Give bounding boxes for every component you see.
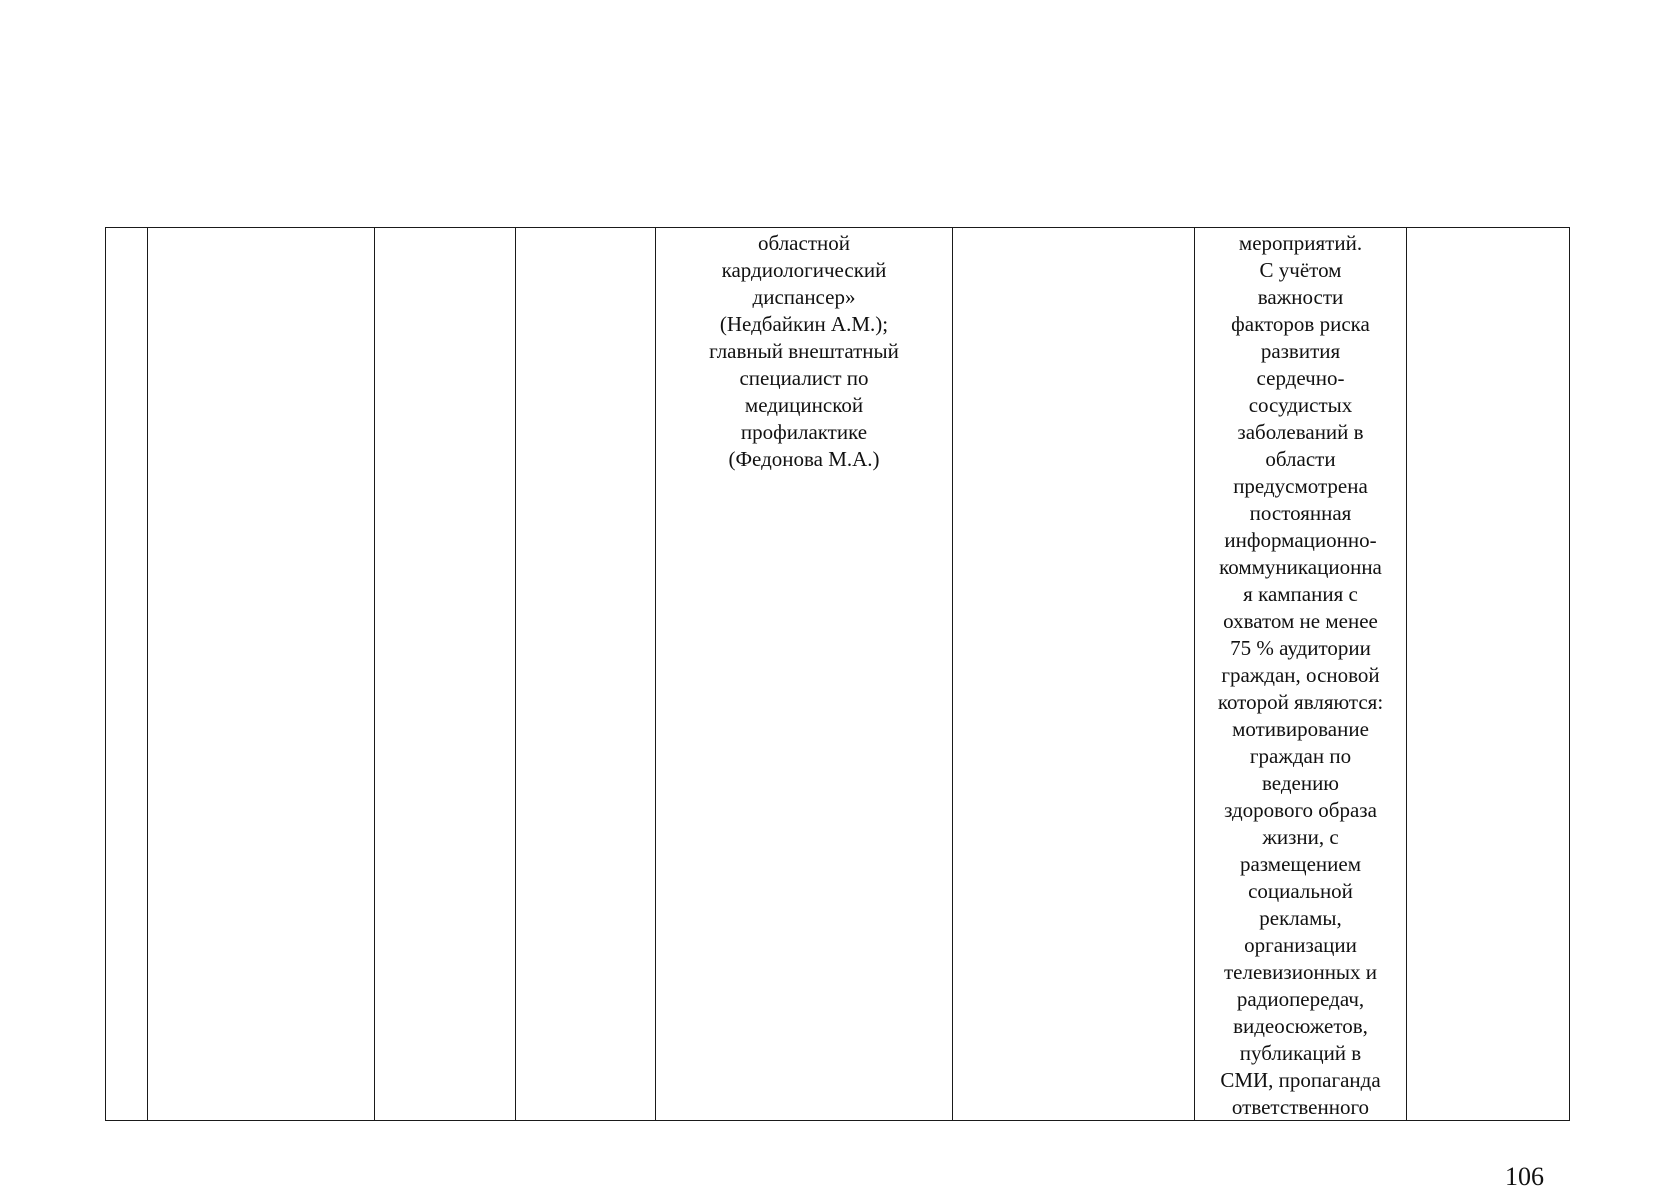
table-column-6 — [953, 228, 1195, 1120]
result-line: граждан, основой — [1221, 663, 1380, 687]
result-line: я кампания с — [1243, 582, 1358, 606]
table-column-4 — [516, 228, 656, 1120]
result-line: коммуникационна — [1219, 555, 1382, 579]
table-column-result — [1195, 228, 1407, 1120]
result-line: организации — [1244, 933, 1357, 957]
result-line: охватом не менее — [1223, 609, 1378, 633]
result-line: видеосюжетов, — [1233, 1014, 1368, 1038]
result-line: размещением — [1239, 852, 1361, 876]
result-line: телевизионных и — [1223, 960, 1378, 984]
responsible-line: специалист по — [739, 366, 869, 390]
page-number: 106 — [1505, 1162, 1544, 1191]
result-line: факторов риска — [1231, 312, 1370, 336]
result-line: сосудистых — [1248, 393, 1353, 417]
result-line: 75 % аудитории — [1230, 636, 1371, 660]
result-cell — [1195, 228, 1406, 1120]
table-column-8 — [1407, 228, 1569, 1120]
result-line: мотивирование — [1232, 717, 1369, 741]
responsible-line: кардиологический — [721, 258, 887, 282]
responsible-line: медицинской — [744, 393, 864, 417]
result-line: развития — [1260, 339, 1341, 363]
responsible-line: диспансер» — [752, 285, 856, 309]
responsible-cell — [656, 228, 952, 473]
document-table — [105, 227, 1570, 1121]
result-line: публикаций в — [1239, 1041, 1362, 1065]
result-line: жизни, с — [1262, 825, 1339, 849]
result-line: ответственного — [1231, 1095, 1370, 1119]
result-line: ведению — [1261, 771, 1339, 795]
result-line: мероприятий. — [1238, 231, 1363, 255]
result-line: которой являются: — [1217, 690, 1384, 714]
result-line: здорового образа — [1224, 798, 1377, 822]
result-line: важности — [1257, 285, 1344, 309]
result-line: заболеваний в — [1237, 420, 1364, 444]
result-line: социальной — [1248, 879, 1353, 903]
result-line: радиопередач, — [1236, 987, 1365, 1011]
table-column-responsible — [656, 228, 953, 1120]
responsible-line: (Недбайкин А.М.); — [719, 312, 889, 336]
result-line: постоянная — [1249, 501, 1352, 525]
result-line: СМИ, пропаганда — [1220, 1068, 1381, 1092]
result-line: области — [1265, 447, 1336, 471]
result-line: рекламы, — [1259, 906, 1342, 930]
responsible-line: областной — [758, 231, 850, 255]
result-line: С учётом — [1259, 258, 1342, 282]
responsible-line: главный внештатный — [709, 339, 899, 363]
responsible-line: профилактике — [740, 420, 868, 444]
table-column-number — [106, 228, 148, 1120]
table-column-3 — [375, 228, 516, 1120]
responsible-line: (Федонова М.А.) — [728, 447, 880, 471]
result-line: информационно- — [1224, 528, 1377, 552]
table-column-2 — [148, 228, 375, 1120]
result-line: предусмотрена — [1233, 474, 1368, 498]
result-line: граждан по — [1249, 744, 1352, 768]
result-line: сердечно- — [1256, 366, 1345, 390]
